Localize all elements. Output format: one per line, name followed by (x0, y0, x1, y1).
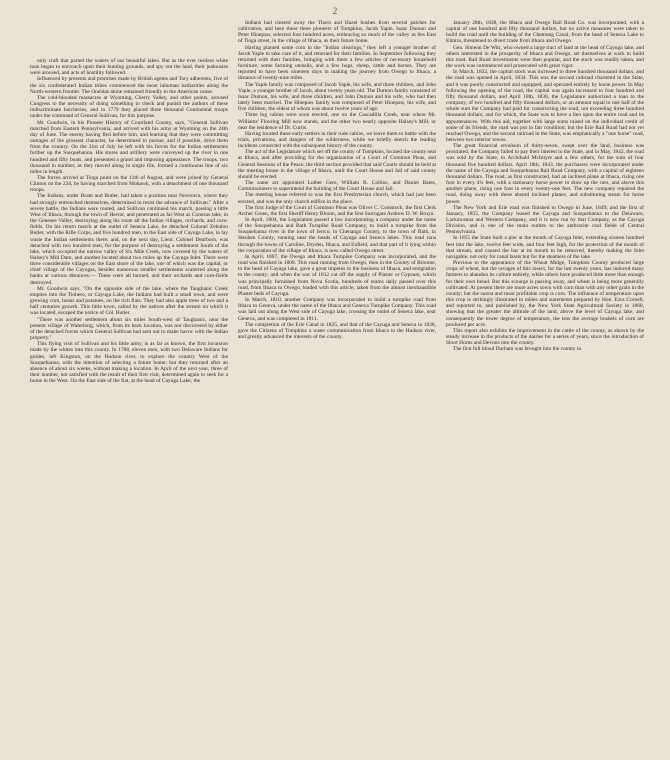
paragraph: In March, 1832, the capital stock was increased to three hundred thousand dollars, and the road was opened in April, 1834. This was the second railroad chartered in the State, and it was poorly constructed and equipped, and operated entirely by horse power. In May following the opening of the road, the capital was again increased to four hundred and fifty thousand dollars, and April 18th, 1838, the Legislature authorized a loan to the company, of two hundred and fifty thousand dollars, or an amount equal to one half of the whole sum the Company had paid for constructing the road, not exceeding three hundred thousand dollars; and for which, the State was to have a lien upon the entire road and its appurtenances. With this aid, together with large sums raised on the individual credit of some of its friends, the road was put in fair condition; but the Erie Rail Road had not yet reached Owego, and the second railroad in the State, was emphatically a "one horse" road, between two interior towns. (446, 69, 644, 143)
paragraph: The act of the Legislature which set off the county of Tompkins, located the county seat at Ithaca, and after providing for the organization of a Court of Common Pleas, and General Sessions of the Peace, the third section provided that said Courts should be held at the meeting house in the village of Ithaca, until the Court House and Jail of said county should be erected. (238, 149, 436, 180)
paragraph: The completion of the Erie Canal in 1825, and that of the Cayuga and Seneca in 1828, gave the Citizens of Tompkins a water communication from Ithaca to the Hudson river, and greatly advanced the interests of the county. (238, 321, 436, 340)
paragraph: Gen. Simeon De Witt, who owned a large tract of land at the head of Cayuga lake, and others interested in the prosperity of Ithaca and Owego, set themselves at work to build this road. Rail Road investments were then popular, and the stock was readily taken, and the work was commenced and prosecuted with great vigor. (446, 44, 644, 70)
paragraph: In 1855 the State built a pier at the mouth of Cayuga Inlet, extending sixteen hundred feet into the lake, twelve feet wide, and four feet high, for the protection of the mouth of that stream, and caused the bar at its mouth to be removed, thereby making the Inlet navigable, not only for canal boats but for the steamers of the lake. (446, 235, 644, 260)
paragraph: only craft that parted the waters of our beautiful lakes. But as the ever restless white man began to encroach upon their hunting grounds, and spy out the land, their jealousies were aroused, and acts of hostility followed. (30, 58, 228, 77)
paragraph: The first full blood Durham was brought into the county in (453, 346, 582, 353)
paragraph: The great financial revulsion of thirty-seven, swept over the land, business was prostrated, the Company failed to pay their interest to the State, and in May, 1842, the road was sold by the State, to Archibald McIntyre and a few others, for the sum of four thousand five hundred dollars. April 18th, 1843, the purchasers were incorporated under the name of the Cayuga and Susquehanna Rail Road Company, with a capital of eighteen thousand dollars. The road, as first constructed, had an inclined plane at Ithaca, rising one foot in every 4¼ feet, with a stationary horse power to draw up the cars, and above this another plane, rising one foot in every twenty-one feet. The new company repaired the road, doing away with these absurd inclined planes, and substituting steam for horse power. (446, 143, 644, 205)
column-middle (238, 20, 436, 740)
column-left (30, 20, 228, 740)
paragraph: The first Judge of the Court of Common Pleas was Oliver C. Comstock, the first Clerk Archer Green, the first Sheriff Henry Bloom, and the first Surrogate Andrew D. W. Bruyn. (238, 204, 436, 217)
paragraph: This report also exhibits the improvement in the cattle of the county, as shown by the steady increase in the products of the dairies for a series of years, since the introduction of Short Horns and Devons into the county. (446, 327, 644, 347)
paragraph: This flying visit of Sullivan and his little army, is as far as known, the first incursion made by the whites into this county. In 1788, eleven men, with two Delaware Indians for guides, left Kingston, on the Hudson river, to explore the country West of the Susquehanna, with the intention of selecting a future home; but they returned after an absence of about six weeks, without making a location. In April of the next year, three of their number, not satisfied with the result of their first visit, determined again to seek for a home in the West. On the East side of the flat, at the head of Cayuga Lake, the (30, 341, 228, 385)
paragraph: Mr. Goodwin, in his Pioneer History of Courtland County, says, "General Sullivan marched from Eastern Pennsylvania, and arrived with his army at Wyoming on the 24th day of June. The enemy having fled before him, and learning that they were committing outrages of the grossest character, he determined to pursue, and if possible, drive them from the country. On the 31st of July he left with his forces for the Indian settlements further up the Susquehanna. His stores and artillery were conveyed up the river in one hundred and fifty boats, and presented a grand and imposing appearance. The troops, two thousand in number, as they moved along in single file, formed a continuous line of six miles in length. (30, 119, 228, 175)
paragraph: The forces arrived at Tioga point on the 11th of August, and were joined by General Clinton on the 22d, he having marched from Mohawk, with a detachment of one thousand troops. (30, 174, 228, 194)
paragraph: The meeting house referred to was the first Presbyterian church, which had just been erected, and was the only church edifice in the place. (238, 192, 436, 205)
paragraph: Previous to the appearance of the Wheat Midge, Tompkins County produced large crops of wheat, but the ravages of this insect, for the last twenty years, has induced many farmers to abandon its culture entirely, while others have produced little more than enough for their own bread. But this scourge is passing away, and wheat is being more generally cultivated. At present there are more acres sown with corn than with any other grain in the county; but the surest and most profitable crop is corn. The influence of temperature upon this crop is strikingly illustrated in tables and statements prepared by Hon. Ezra Cornell, and reported to, and published by, the New York State Agricultural Society in 1860, showing that the greater the altitude of the land, above the level of Cayuga lake, and consequently the lower degree of temperature, the less the average bushels of corn are produced per acre. (446, 260, 644, 328)
paragraph: The Indians, under Brant and Butler, had taken a position near Newtown, where they had strongly entrenched themselves, determined to resist the advance of Sullivan." After a severe battle, the Indians were routed, and Sullivan continued his march, passing a little West of Ithaca, through the town of Hector, and penetrated as far West as Conesus lake, in the Genesee Valley, destroying along his route all the Indian villages, orchards, and corn-fields. On his return march at the outlet of Seneca Lake, he detached Colonel Zebulon Butler, with the Rifle Corps, and five hundred men, to the East side of Cayuga Lake, to lay waste the Indian settlements there; and, on the next day, Lieut. Colonel Dearborn, was detached with two hundred men, for the purpose of destroying a settlement South of the lake, which occupied the narrow valley of Six Mile Creek, now covered by the waters of Halsey's Mill Dam, and another located about two miles up the Cayuga Inlet. There were three considerable villages on the East shore of the lake, one of which was the capital, or chief village of the Cayugas, besides numerous smaller settlements scattered along the banks at various distances.— These were all burned, and their orchards and corn-fields destroyed. (30, 193, 228, 286)
paragraph: In April, 1804, the Legislature passed a law incorporating a company under the name of the Susquehanna and Bath Turnpike Road Company, to build a turnpike from the Susquehanna river in the town of Jerico, in Chenango County, to the town of Bath, in Steuben County, running near the heads of Cayuga and Seneca lakes. This road runs through the towns of Caroline, Dryden, Ithaca, and Enfield, and that part of it lying within the corporation of the village of Ithaca, is now called Owego street. (238, 217, 436, 254)
paragraph: The Yaple family was composed of Jacob Yaple, his wife, and three children, and John Yaple, a younger brother of Jacob, about twenty years old. The Dumon family consisted of Isaac Dumon, his wife, and three children, and John Dumon and his wife, who had then lately been married. The Hinepaw family was composed of Peter Hinepaw, his wife, and five children, the oldest of whom was about twelve years of age. (238, 81, 436, 113)
paragraph: In April, 1807, the Owego and Ithaca Turnpike Company was incorporated, and the road was finished in 1808. This road running from Owego, then in the County of Broome, to the head of Cayuga lake, gave a great impetus to the business of Ithaca, and emigration to the county; and when the war of 1812 cut off the supply of Plaster or Gypsum, which was principally furnished from Nova Scotia, hundreds of teams daily passed over this road, from Ithaca to Owego, loaded with this article, taken from the almost inexhaustible Plaster beds of Cayuga. (238, 253, 436, 297)
paragraph: Three log cabins were soon erected, one on the Cascadilla Creek, near where Mr. Williams' Flouring Mill now stands, and the other two nearly opposite Halsey's Mill, or near the residence of Dr. Curtis. (238, 112, 436, 131)
text-columns (30, 20, 644, 740)
paragraph: Indians had cleared away the Thorn and Hazel bushes from several patches for cultivation, and here these three pioneers of Tompkins, Jacob Yaple, Isaac Dumon and Peter Hinepaw, selected four hundred acres, embracing so much of the valley as lies East of Tioga street, in the village of Ithaca, as their future home. (238, 20, 436, 45)
paragraph: Having located these early settlers in their rude cabins, we leave them to battle with the trials, privations, and dangers of the wilderness, while we briefly sketch the leading incidents connected with the subsequent history of the county. (238, 130, 436, 150)
paragraph: "There was another settlement about six miles South-west of Taughanic, near the present village of Waterburg, which, from its back location, was not discovered by either of the detached forces which General Sullivan had sent out to make havoc with the Indian property." (30, 316, 228, 342)
paragraph: The New York and Erie road was finished to Owego in June, 1849; and the first of January, 1855, the Company leased the Cayuga and Susquehanna to the Delaware, Lackawanna and Western Company, and it is now run by that Company, as the Cayuga Division, and is one of the main outlets to the anthracite coal fields of Central Pennsylvania. (446, 204, 644, 236)
page-number: 2 (332, 6, 338, 16)
paragraph: The cold-blooded massacres at Wyoming, Cherry Valley, and other points, aroused Congress to the necessity of doing something to check and punish the authors of these indiscriminate butcheries, and in 1779 they placed three thousand Continental troops under the command of General Sullivan, for this purpose. (30, 94, 228, 120)
paragraph: In March, 1810, another Company was incorporated to build a turnpike road from Ithaca to Geneva, under the name of the Ithaca and Geneva Turnpike Company. This road was laid out along the West side of Cayuga lake, crossing the outlet of Seneca lake, near Geneva, and was completed in 1811. (238, 297, 436, 322)
paragraph: Having planted some corn in the "Indian clearings," they left a younger brother of Jacob Yaple to take care of it, and returned for their families. In September following they returned with their families, bringing with them a few articles of necessary household furniture, some farming utensils, and a few hogs, sheep, cattle and horses. They are reported to have been nineteen days in making the journey from Owego to Ithaca, a distance of twenty-nine miles. (238, 44, 436, 82)
paragraph: Influenced by presents and promises made by British agents and Tory adherents, five of the six confederated Indian tribes commenced the most inhuman barbarities along the North-western frontier. The Oneidas alone remained friendly to the American cause. (30, 76, 228, 95)
paragraph: Mr. Goodwin says, "On the opposite side of the lake, where the Taughanic Creek empties into the Tiohero, or Cayuga Lake, the Indians had built a small town, and were growing corn, beans and potatoes, on the rich flats. They had also apple trees of two and a half centuries growth. This little town, called by the natives after the stream on which it was located, escaped the notice of Col. Butler. (30, 285, 228, 317)
column-right (446, 20, 644, 740)
paragraph: The same act appointed Luther Gere, William R. Collins, and Daniel Bates, Commissioners to superintend the building of the Court House and Jail. (238, 180, 436, 193)
paragraph: January 28th, 1828, the Ithaca and Owego Rail Road Co. was incorporated, with a capital of one hundred and fifty thousand dollars, but no active measures were taken to build the road until the building of the Chemung Canal, from the head of Seneca Lake to Elmira, threatened to divert trade from Ithaca and Owego. (446, 20, 644, 45)
